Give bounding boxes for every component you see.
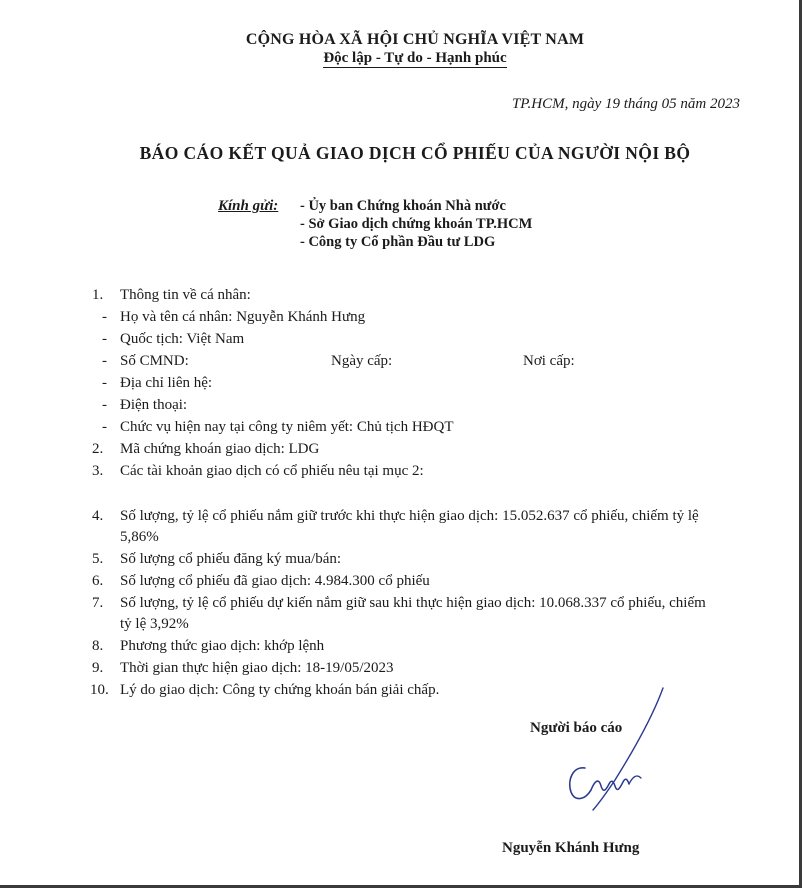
item-text-personal-info: Thông tin về cá nhân: [120,287,251,303]
personal-phone: Điện thoại: [120,397,188,413]
dateline: TP.HCM, ngày 19 tháng 05 năm 2023 [511,96,740,112]
recipient-3: - Công ty Cổ phần Đầu tư LDG [300,234,496,250]
bullet-dash: - [102,419,107,435]
item-text-period: Thời gian thực hiện giao dịch: 18-19/05/2023 [120,660,394,676]
document-title: BÁO CÁO KẾT QUẢ GIAO DỊCH CỔ PHIẾU CỦA NGƯỜI NỘI BỘ [139,143,691,163]
personal-id-label: Số CMND: [120,353,189,369]
item-number: 8. [92,638,104,654]
item-number: 5. [92,551,104,567]
item-text-holdings-before-cont: 5,86% [120,529,159,545]
personal-nationality: Quốc tịch: Việt Nam [120,331,245,347]
item-number: 2. [92,441,104,457]
bullet-dash: - [102,331,107,347]
item-number: 1. [92,287,104,303]
recipient-2: - Sở Giao dịch chứng khoán TP.HCM [300,216,533,232]
item-number: 4. [92,508,104,524]
item-text-traded: Số lượng cổ phiếu đã giao dịch: 4.984.300 cổ phiếu [120,573,430,589]
national-header: CỘNG HÒA XÃ HỘI CHỦ NGHĨA VIỆT NAM [245,31,585,48]
personal-name: Họ và tên cá nhân: Nguyễn Khánh Hưng [120,309,366,325]
motto-text: Độc lập - Tự do - Hạnh phúc [323,50,507,66]
bullet-dash: - [102,397,107,413]
item-text-accounts: Các tài khoản giao dịch có cổ phiếu nêu tại mục 2: [120,463,424,479]
personal-position: Chức vụ hiện nay tại công ty niêm yết: Chủ tịch HĐQT [120,419,454,435]
signer-name: Nguyễn Khánh Hưng [502,840,640,856]
bullet-dash: - [102,375,107,391]
kinh-gui-label: Kính gửi: [218,198,279,214]
item-number: 10. [90,682,109,698]
item-number: 6. [92,573,104,589]
item-text-method: Phương thức giao dịch: khớp lệnh [120,638,325,654]
bullet-dash: - [102,353,107,369]
item-text-registered: Số lượng cổ phiếu đăng ký mua/bán: [120,551,342,567]
personal-issue-place-label: Nơi cấp: [523,353,575,369]
item-text-holdings-after: Số lượng, tỷ lệ cổ phiếu dự kiến nắm giữ sau khi thực hiện giao dịch: 10.068.337 cổ phiếu, chiếm [120,595,706,611]
item-text-holdings-after-cont: tỷ lệ 3,92% [120,616,189,632]
item-text-reason: Lý do giao dịch: Công ty chứng khoán bán giải chấp. [120,682,440,698]
signer-label: Người báo cáo [530,720,623,736]
personal-address: Địa chỉ liên hệ: [120,375,213,391]
recipient-1: - Ủy ban Chứng khoán Nhà nước [300,198,506,214]
personal-issue-date-label: Ngày cấp: [331,353,393,369]
item-text-ticker: Mã chứng khoán giao dịch: LDG [120,441,320,457]
item-text-holdings-before: Số lượng, tỷ lệ cổ phiếu nắm giữ trước khi thực hiện giao dịch: 15.052.637 cổ phiếu, chiếm tỷ lệ [120,508,699,524]
item-number: 7. [92,595,104,611]
item-number: 9. [92,660,104,676]
item-number: 3. [92,463,104,479]
bullet-dash: - [102,309,107,325]
